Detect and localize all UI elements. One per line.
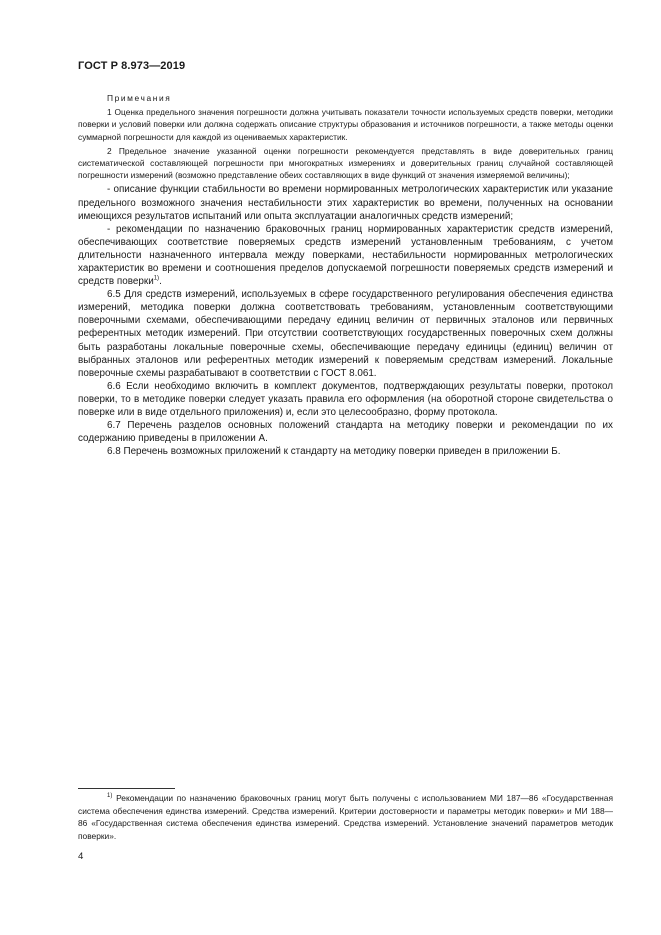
page-number: 4 — [78, 851, 84, 862]
body-text — [78, 92, 613, 458]
paragraph-6-7: 6.7 Перечень разделов основных положений стандарта на методику поверки и рекомендации по их содержанию приведены в приложении А. — [78, 420, 613, 445]
footnote-reference: 1) — [153, 275, 160, 282]
list-item-rejection-limits-text: - рекомендации по назначению браковочных границ нормированных характеристик средств измерений, обеспечивающих соответствие поверяемых средств измерений установленным требованиям, с учетом длительности назначенного интервала между поверками, нестабильности нормированных метрологических характеристик во времени и соотношения пределов допускаемой погрешности поверяемых средств измерений и средств поверки — [78, 223, 613, 288]
notes-title: Примечания — [107, 93, 172, 103]
document-code-header: ГОСТ Р 8.973—2019 — [78, 60, 186, 72]
list-item-end-punctuation: . — [159, 276, 162, 288]
footnote-mark: 1) — [107, 793, 113, 800]
note-2: 2 Предельное значение указанной оценки погрешности рекомендуется представлять в виде доверительных границ систематической составляющей погрешности при многократных измерениях и доверительных границ случайной составляющей погрешности измерений (возможно представление обеих составляющих в виде функций от значения измеряемой величины); — [78, 145, 613, 181]
footnote-divider — [78, 788, 175, 789]
paragraph-6-8: 6.8 Перечень возможных приложений к стандарту на методику поверки приведен в приложении Б. — [107, 446, 561, 458]
document-page — [78, 0, 613, 935]
paragraph-6-6: 6.6 Если необходимо включить в комплект документов, подтверждающих результаты поверки, протокол поверки, то в методике поверки следует указать правила его оформления (на оборотной стороне свидетельства о поверке или в виде отдельного приложения) и, если это целесообразно, форму протокола. — [78, 380, 613, 419]
footnote — [78, 792, 613, 842]
paragraph-6-5: 6.5 Для средств измерений, используемых в сфере государственного регулирования обеспечения единства измерений, методика поверки должна соответствовать требованиям, установленным соответствующими поверочными схемами, обеспечивающими передачу единиц величин от первичных эталонов или первичных референтных методик измерений. При отсутствии соответствующих государственных поверочных схем должны быть разработаны локальные поверочные схемы, обеспечивающие передачу единицы (единиц) величин от выбранных эталонов или референтных методик измерений к поверяемым средствам измерений. Локальные поверочные схемы разрабатывают в соответствии с ГОСТ 8.061. — [78, 289, 613, 379]
footnote-text: Рекомендации по назначению браковочных границ могут быть получены с использованием МИ 187—86 «Государственная система обеспечения единства измерений. Средства измерений. Критерии достоверности и параметры методик поверки» и МИ 188—86 «Государственная система обеспечения единства измерений. Средства измерений. Установление значений параметров методик поверки». — [78, 793, 613, 841]
list-item-rejection-limits — [78, 223, 613, 288]
list-item-stability: - описание функции стабильности во времени нормированных метрологических характеристик или указание предельного возможного значения нестабильности этих характеристик во времени, полученных на основании имеющихся результатов испытаний или опыта эксплуатации аналогичных средств измерений; — [78, 184, 613, 222]
note-1: 1 Оценка предельного значения погрешности должна учитывать показатели точности используемых средств поверки, методики поверки и условий поверки или должна содержать описание структуры образования и источников погрешности, а также методы оценки суммарной погрешности для каждой из оцениваемых характеристик. — [78, 107, 613, 142]
